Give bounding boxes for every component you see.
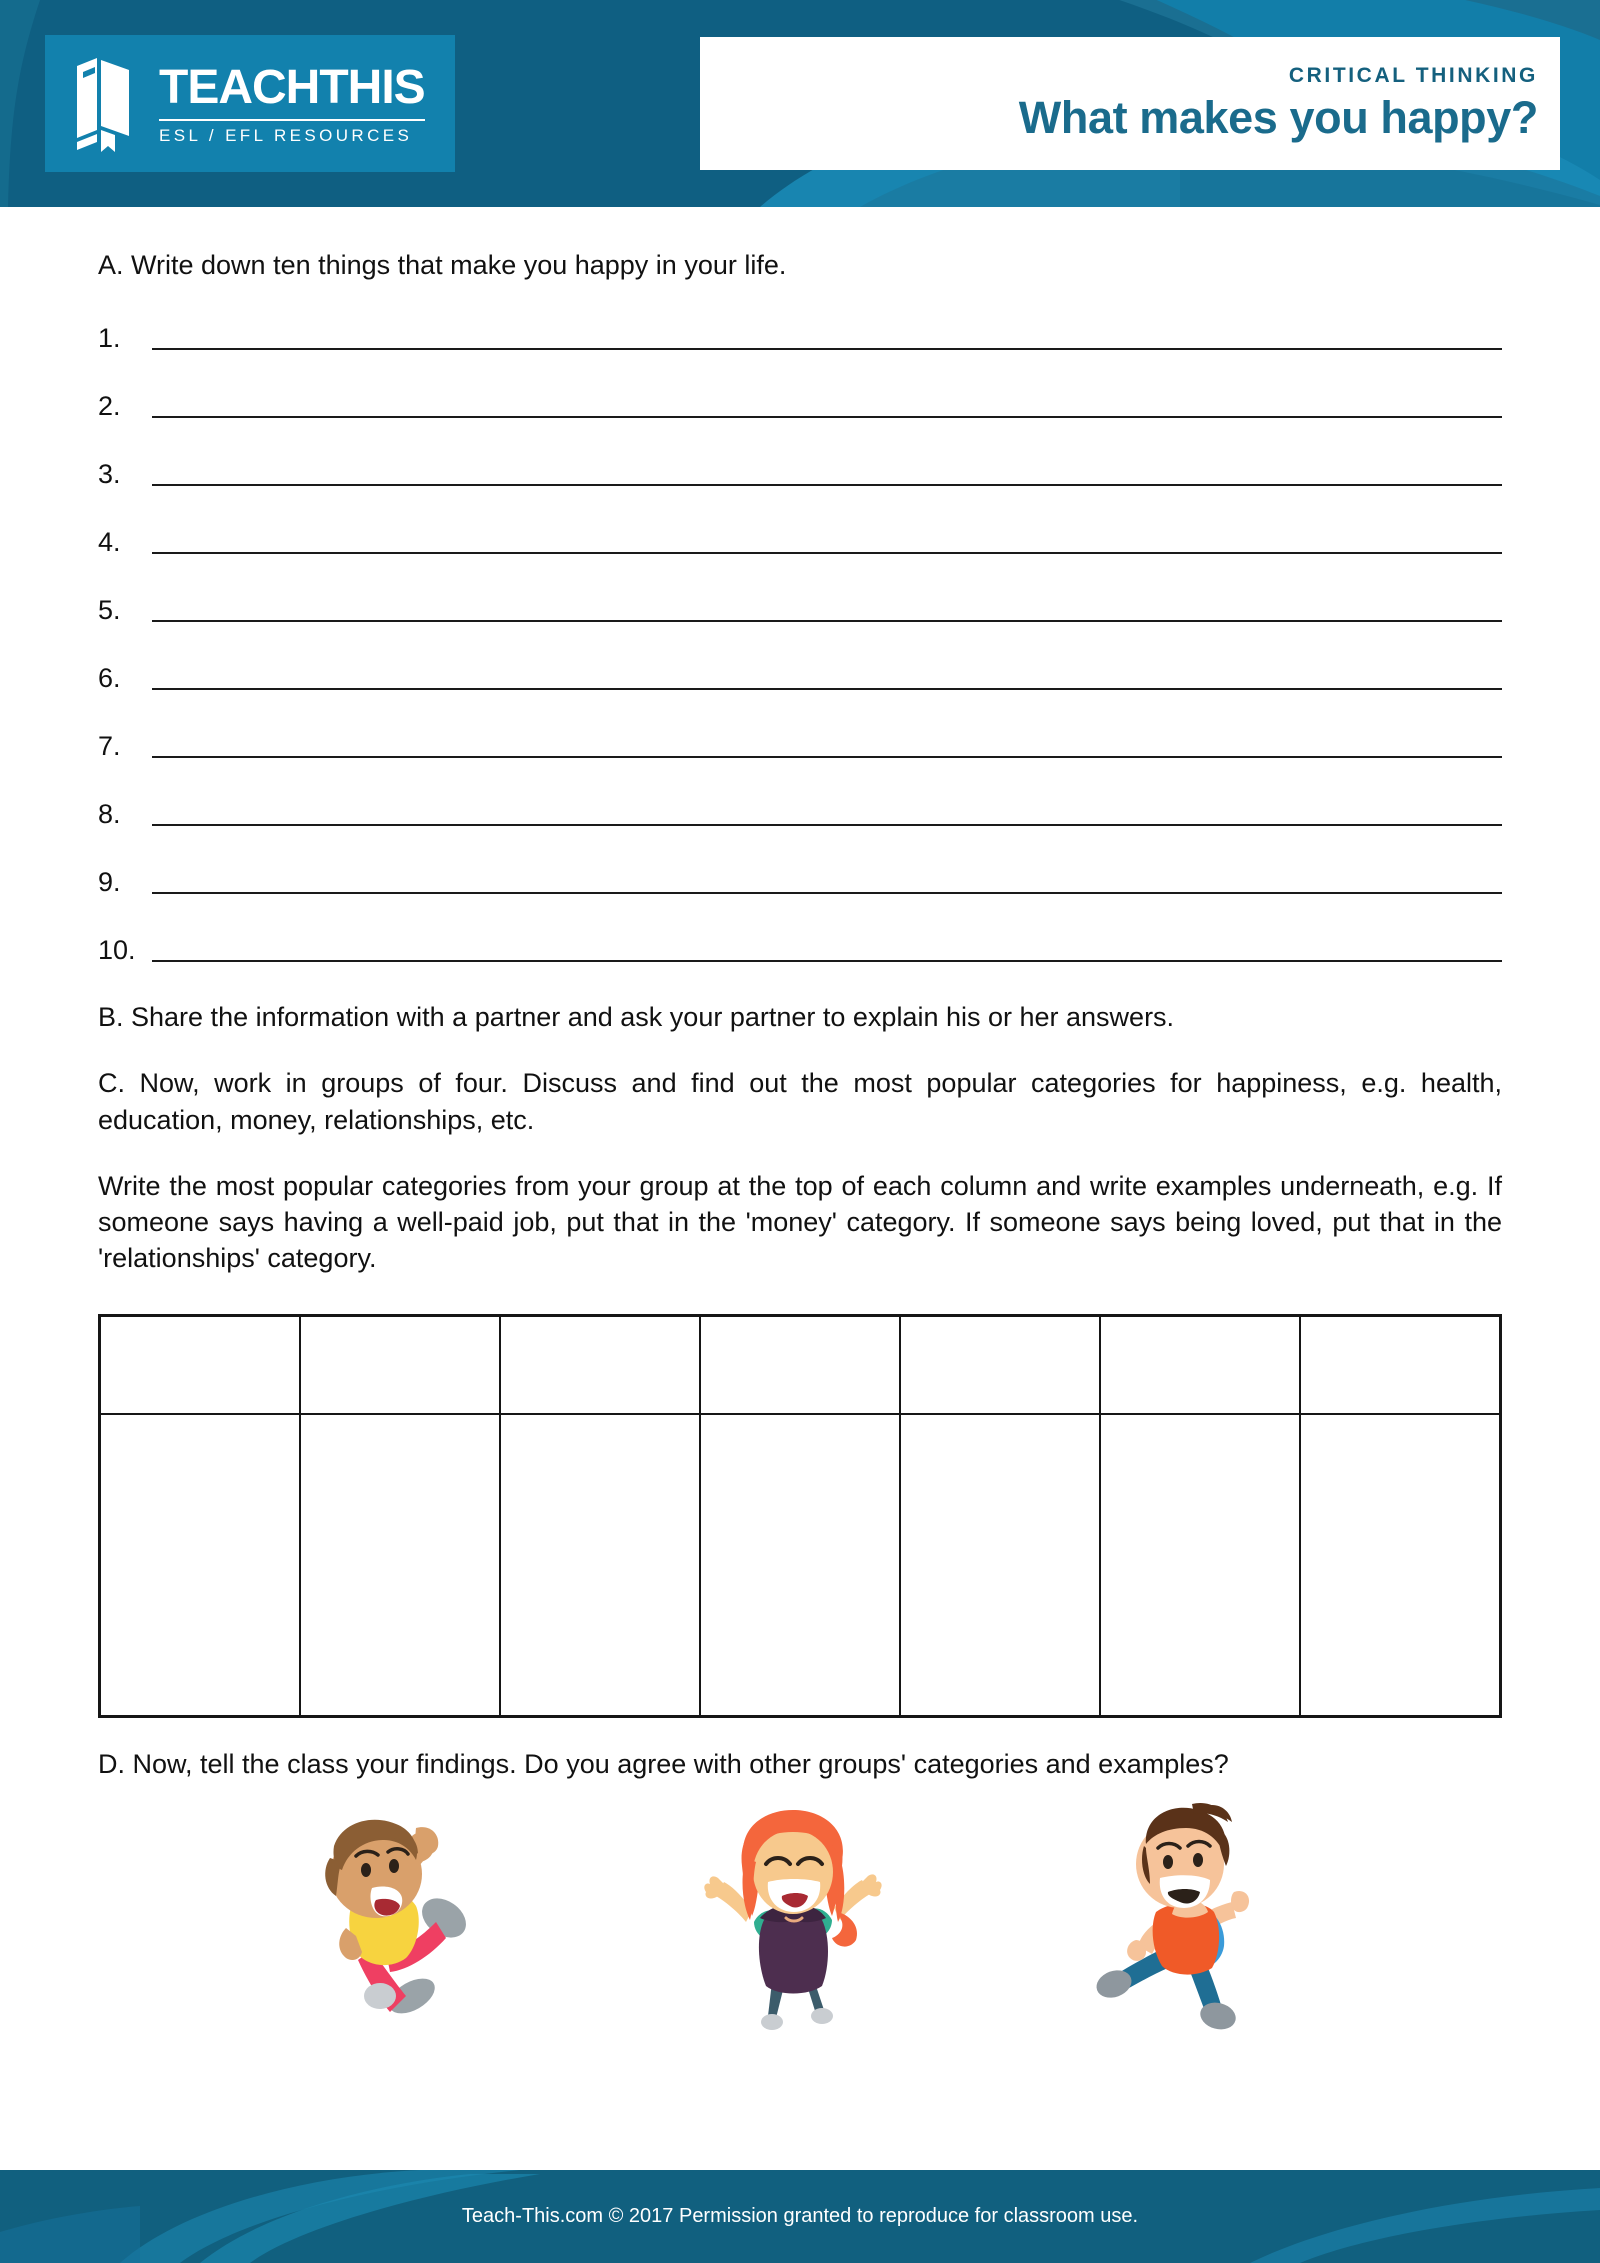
answer-lines-list: [98, 287, 1502, 967]
answer-line-row[interactable]: [98, 355, 1502, 423]
task-b-instruction: B. Share the information with a partner and ask your partner to explain his or her answers.: [98, 1002, 1175, 1033]
answer-blank[interactable]: [152, 484, 1502, 486]
category-header-cell[interactable]: [700, 1316, 900, 1415]
category-example-cell[interactable]: [100, 1414, 300, 1717]
answer-line-row[interactable]: [98, 695, 1502, 763]
teachthis-logo[interactable]: [45, 35, 455, 172]
title-card: [700, 37, 1560, 170]
worksheet-body: [0, 207, 1600, 2170]
category-header-cell[interactable]: [100, 1316, 300, 1415]
category-example-cell[interactable]: [500, 1414, 700, 1717]
answer-blank[interactable]: [152, 348, 1502, 350]
line-number: 6.: [98, 663, 121, 694]
category-label: CRITICAL THINKING: [1288, 64, 1538, 88]
category-header-cell[interactable]: [1100, 1316, 1300, 1415]
answer-blank[interactable]: [152, 552, 1502, 554]
logo-subtitle: ESL / EFL RESOURCES: [159, 125, 413, 145]
line-number: 8.: [98, 799, 121, 830]
categories-table[interactable]: [98, 1314, 1502, 1718]
category-example-cell[interactable]: [1300, 1414, 1500, 1717]
category-header-cell[interactable]: [900, 1316, 1100, 1415]
answer-blank[interactable]: [152, 620, 1502, 622]
logo-divider: [159, 119, 425, 121]
category-header-cell[interactable]: [1300, 1316, 1500, 1415]
answer-line-row[interactable]: [98, 763, 1502, 831]
answer-line-row[interactable]: [98, 287, 1502, 355]
answer-line-row[interactable]: [98, 491, 1502, 559]
category-example-cell[interactable]: [300, 1414, 500, 1717]
line-number: 2.: [98, 391, 121, 422]
category-example-cell[interactable]: [900, 1414, 1100, 1717]
cheering-girl-red-hair-icon: [698, 1800, 888, 2040]
table-header-row: [100, 1316, 1501, 1415]
line-number: 9.: [98, 867, 121, 898]
illustration-row: [98, 1800, 1502, 2050]
line-number: 7.: [98, 731, 121, 762]
category-header-cell[interactable]: [300, 1316, 500, 1415]
task-c-instruction: C. Now, work in groups of four. Discuss and find out the most popular categories for happiness, e.g. health, education, money, relationships, etc.: [98, 1068, 1502, 1135]
category-example-cell[interactable]: [700, 1414, 900, 1717]
category-header-cell[interactable]: [500, 1316, 700, 1415]
page-header: [0, 0, 1600, 207]
category-example-cell[interactable]: [1100, 1414, 1300, 1717]
answer-line-row[interactable]: [98, 423, 1502, 491]
cheering-boy-yellow-shirt-icon: [294, 1800, 484, 2040]
answer-blank[interactable]: [152, 960, 1502, 962]
answer-blank[interactable]: [152, 688, 1502, 690]
copyright-text: Teach-This.com © 2017 Permission granted to reproduce for classroom use.: [461, 2205, 1139, 2227]
line-number: 3.: [98, 459, 121, 490]
line-number: 4.: [98, 527, 121, 558]
answer-line-row[interactable]: [98, 627, 1502, 695]
task-a-instruction: A. Write down ten things that make you happy in your life.: [98, 250, 787, 280]
task-c-detail: Write the most popular categories from your group at the top of each column and write examples underneath, e.g. If someone says having a well-paid job, put that in the 'money' category. If someone says being loved, put that in the 'relationships' category.: [98, 1170, 1502, 1274]
answer-blank[interactable]: [152, 892, 1502, 894]
answer-line-row[interactable]: [98, 559, 1502, 627]
page-footer: [0, 2170, 1600, 2263]
line-number: 5.: [98, 595, 121, 626]
answer-line-row[interactable]: [98, 831, 1502, 899]
answer-blank[interactable]: [152, 416, 1502, 418]
open-book-icon: [71, 56, 145, 152]
page-title: What makes you happy?: [1018, 92, 1538, 144]
running-boy-orange-shirt-icon: [1088, 1800, 1278, 2040]
answer-line-row[interactable]: [98, 899, 1502, 967]
answer-blank[interactable]: [152, 824, 1502, 826]
logo-wordmark: TEACHTHIS: [159, 60, 425, 114]
answer-blank[interactable]: [152, 756, 1502, 758]
task-d-instruction: D. Now, tell the class your findings. Do you agree with other groups' categories and examples?: [98, 1749, 1229, 1780]
line-number: 1.: [98, 323, 121, 354]
line-number: 10.: [98, 935, 136, 966]
table-body-row: [100, 1414, 1501, 1717]
